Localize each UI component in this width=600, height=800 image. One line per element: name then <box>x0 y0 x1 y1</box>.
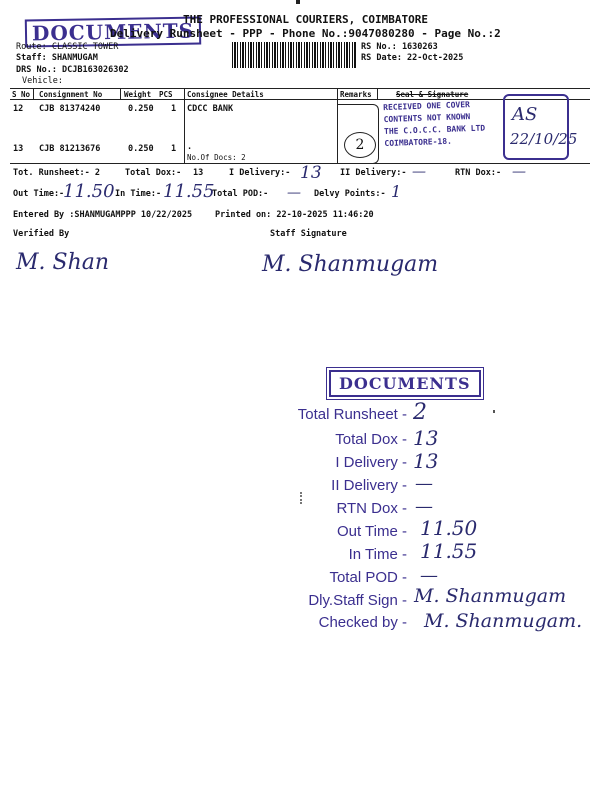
scan-speck <box>493 410 495 413</box>
col-divider <box>33 88 34 100</box>
staff-name: Staff: SHANMUGAM <box>16 53 98 63</box>
table-row-consignment: CJB 81374240 <box>39 104 101 114</box>
col-seal: Seal & Signature <box>396 90 469 99</box>
table-row-pcs: 1 <box>171 104 177 114</box>
col-weight: Weight <box>124 90 152 99</box>
seal-line: COIMBATORE-18. <box>384 136 453 149</box>
staff-signature: M. Shanmugam <box>262 252 439 277</box>
col-consignment: Consignment No <box>39 90 103 99</box>
i-delivery-value: 13 <box>300 163 322 183</box>
col-remarks: Remarks <box>340 90 372 99</box>
route: Route: CLASSIC TOWER <box>16 42 119 52</box>
i-delivery-label: I Delivery:- <box>229 168 291 178</box>
col-pcs: PCS <box>159 90 173 99</box>
scan-speck <box>300 492 308 504</box>
summary-value: 11.50 <box>420 516 478 540</box>
table-row-sno: 12 <box>13 104 24 114</box>
summary-label: Checked by - <box>318 614 407 631</box>
seal-line: CONTENTS NOT KNOWN <box>383 112 471 125</box>
barcode <box>232 42 356 68</box>
total-dox-value: 13 <box>193 168 204 178</box>
seal-line: RECEIVED ONE COVER <box>383 100 471 113</box>
staff-signature-label: Staff Signature <box>270 229 347 239</box>
total-dox-label: Total Dox:- <box>125 168 182 178</box>
rs-number: RS No.: 1630263 <box>361 42 438 52</box>
seal-line: THE C.O.C.C. BANK LTD <box>383 123 486 137</box>
table-top-line <box>10 88 590 89</box>
delvy-points-value: 1 <box>391 182 402 201</box>
out-time-label: Out Time:- <box>13 189 65 199</box>
col-sno: S No <box>12 90 31 99</box>
col-consignee: Consignee Details <box>187 90 264 99</box>
rtn-dox-value: — <box>512 164 526 180</box>
rs-date: RS Date: 22-Oct-2025 <box>361 53 464 63</box>
documents-stamp: DOCUMENTS <box>25 16 202 47</box>
table-row-pcs: 1 <box>171 144 177 154</box>
top-mark <box>296 0 300 4</box>
delvy-points-label: Delvy Points:- <box>314 189 386 199</box>
tot-runsheet: Tot. Runsheet:- 2 <box>13 168 100 178</box>
summary-label: II Delivery - <box>331 477 407 494</box>
summary-stamp-title: DOCUMENTS <box>329 370 481 397</box>
table-row-consignment: CJB 81213676 <box>39 144 101 154</box>
docs-count: No.Of Docs: 2 <box>187 153 246 162</box>
table-row-weight: 0.250 <box>128 104 154 114</box>
ii-delivery-value: — <box>412 164 426 180</box>
verified-by-label: Verified By <box>13 229 70 239</box>
summary-value: 13 <box>413 426 439 450</box>
entered-by: Entered By :SHANMUGAMPPP 10/22/2025 <box>13 210 193 220</box>
total-pod-value: — <box>287 185 301 201</box>
table-row-weight: 0.250 <box>128 144 154 154</box>
remark-bracket <box>338 104 379 164</box>
summary-label: I Delivery - <box>335 454 407 471</box>
vehicle: Vehicle: <box>22 76 63 86</box>
summary-value: — <box>420 565 438 586</box>
in-time-value: 11.55 <box>163 181 215 202</box>
total-pod-label: Total POD:- <box>212 189 269 199</box>
summary-label: Total Dox - <box>335 431 407 448</box>
company-name: THE PROFESSIONAL COURIERS, COIMBATORE <box>183 13 429 26</box>
ii-delivery-label: II Delivery:- <box>340 168 407 178</box>
bank-seal <box>383 98 503 160</box>
summary-label: Total Runsheet - <box>297 406 407 423</box>
summary-value: M. Shanmugam. <box>424 610 583 632</box>
out-time-value: 11.50 <box>63 181 115 202</box>
verified-signature: M. Shan <box>16 250 110 275</box>
seal-date: 22/10/25 <box>510 130 578 148</box>
in-time-label: In Time:- <box>115 189 162 199</box>
summary-label: RTN Dox - <box>336 500 407 517</box>
summary-value: M. Shanmugam <box>414 585 567 607</box>
rtn-dox-label: RTN Dox:- <box>455 168 502 178</box>
printed-on: Printed on: 22-10-2025 11:46:20 <box>215 210 374 220</box>
summary-label: Total POD - <box>329 569 407 586</box>
summary-value: 11.55 <box>420 539 478 563</box>
col-divider <box>120 88 121 100</box>
table-row-consignee: CDCC BANK <box>187 104 234 114</box>
drs-number: DRS No.: DCJB163026302 <box>16 65 129 75</box>
col-divider <box>184 88 185 164</box>
runsheet-title: Delivery Runsheet - PPP - Phone No.:9047080280 - Page No.:2 <box>110 27 501 40</box>
summary-value: — <box>415 473 433 494</box>
summary-value: 13 <box>413 449 439 473</box>
summary-label: Out Time - <box>336 523 407 540</box>
summary-stamp <box>290 402 600 634</box>
seal-signature: AS <box>512 104 538 125</box>
table-row-consignee: . <box>187 142 193 152</box>
summary-value: — <box>415 496 433 517</box>
summary-value: 2 <box>413 400 427 425</box>
col-divider <box>377 88 378 100</box>
table-row-sno: 13 <box>13 144 24 154</box>
summary-label: In Time - <box>348 546 407 563</box>
remark-circle: 2 <box>344 132 376 158</box>
summary-label: Dly.Staff Sign - <box>308 592 407 609</box>
